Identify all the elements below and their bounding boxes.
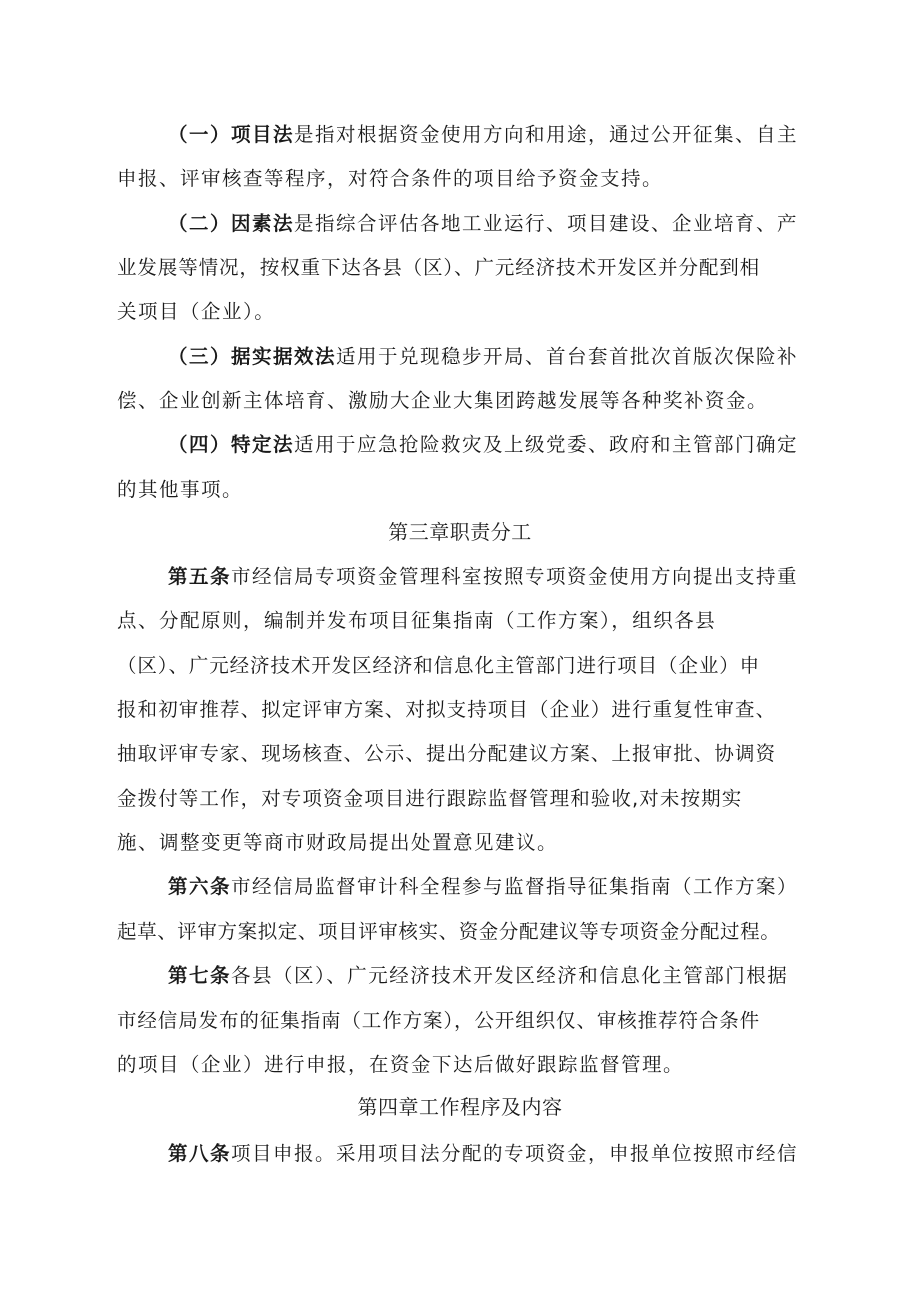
art7-line2: 市经信局发布的征集指南（工作方案），公开组织仅、审核推荐符合条件	[117, 1009, 761, 1032]
art8-line1	[168, 1139, 818, 1169]
art8-text1: 项目申报。采用项目法分配的专项资金，申报单位按照市经信	[231, 1142, 799, 1165]
para1-text1: 是指对根据资金使用方向和用途，通过公开征集、自主	[294, 123, 799, 146]
para3-text1: 适用于兑现稳步开局、首台套首批次首版次保险补	[336, 345, 799, 368]
art5-line2: 点、分配原则，编制并发布项目征集指南（工作方案），组织各县	[117, 609, 717, 632]
para2-line3: 关项目（企业）。	[117, 300, 276, 323]
chapter3-heading: 第三章职责分工	[388, 520, 532, 544]
art7-text1: 各县（区）、广元经济技术开发区经济和信息化主管部门根据	[231, 964, 789, 987]
para4-label: （四）特定法	[168, 433, 295, 456]
art5-text1: 市经信局专项资金管理科室按照专项资金使用方向提出支持重	[231, 565, 799, 588]
para3-line1	[168, 342, 818, 372]
para1-label: （一）项目法	[168, 123, 295, 146]
para4-line1	[168, 430, 818, 460]
para1-line1	[168, 120, 818, 150]
art8-label: 第八条	[168, 1142, 232, 1165]
art6-label: 第六条	[168, 875, 232, 898]
art6-line1	[168, 872, 818, 902]
art7-label: 第七条	[168, 964, 232, 987]
art6-text1: 市经信局监督审计科全程参与监督指导征集指南（工作方案）	[231, 875, 799, 898]
para1-line2: 申报、评审核查等程序，对符合条件的项目给予资金支持。	[117, 167, 664, 190]
para2-line1	[168, 209, 818, 239]
para4-line2: 的其他事项。	[117, 478, 244, 501]
art5-line1	[168, 562, 818, 592]
art5-line4: 报和初审推荐、拟定评审方案、对拟支持项目（企业）进行重复性审查、	[117, 698, 777, 721]
chapter4-heading: 第四章工作程序及内容	[357, 1095, 563, 1119]
para4-text1: 适用于应急抢险救灾及上级党委、政府和主管部门确定	[294, 433, 799, 456]
para2-line2: 业发展等情况，按权重下达各县（区）、广元经济技术开发区并分配到相	[117, 256, 761, 279]
art5-line3: （区）、广元经济技术开发区经济和信息化主管部门进行项目（企业）申	[117, 654, 761, 677]
para2-label: （二）因素法	[168, 212, 295, 235]
art7-line3: 的项目（企业）进行申报，在资金下达后做好跟踪监督管理。	[117, 1053, 685, 1076]
art7-line1	[168, 961, 818, 991]
art6-line2: 起草、评审方案拟定、项目评审核实、资金分配建议等专项资金分配过程。	[117, 920, 781, 943]
art5-line6: 金拨付等工作，对专项资金项目进行跟踪监督管理和验收,对未按期实	[117, 787, 743, 810]
para3-line2: 偿、企业创新主体培育、激励大企业大集团跨越发展等各种奖补资金。	[117, 389, 769, 412]
art5-line7: 施、调整变更等商市财政局提出处置意见建议。	[117, 831, 559, 854]
art5-line5: 抽取评审专家、现场核查、公示、提出分配建议方案、上报审批、协调资	[117, 742, 777, 765]
para3-label: （三）据实据效法	[168, 345, 337, 368]
para2-text1: 是指综合评估各地工业运行、项目建设、企业培育、产	[294, 212, 799, 235]
art5-label: 第五条	[168, 565, 232, 588]
